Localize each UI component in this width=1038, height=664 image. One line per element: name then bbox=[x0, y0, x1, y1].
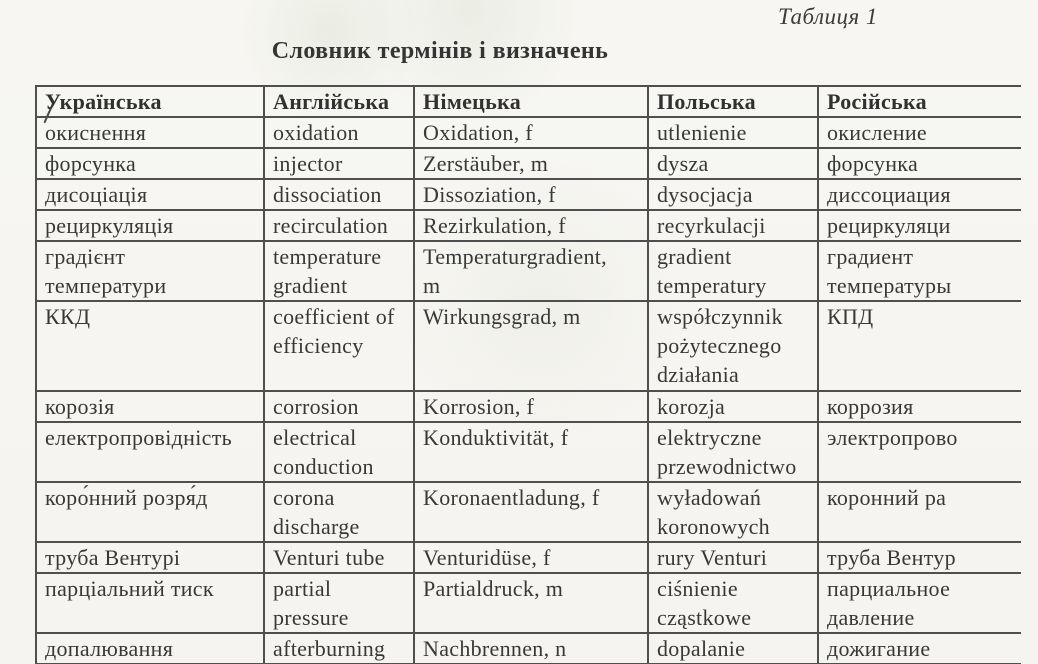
cell-russian: окисление bbox=[818, 117, 1021, 148]
cell-ukrainian: градієнт температури bbox=[36, 241, 264, 301]
cell-ukrainian: рециркуляція bbox=[36, 210, 264, 241]
cell-english: temperature gradient bbox=[264, 241, 414, 301]
cell-german: Rezirkulation, f bbox=[414, 210, 648, 241]
cell-russian: диссоциация bbox=[818, 179, 1021, 210]
cell-russian: парциальное давление bbox=[818, 573, 1021, 633]
cell-german: Koronaentladung, f bbox=[414, 482, 648, 542]
table-row bbox=[36, 542, 1021, 573]
table-row bbox=[36, 573, 1021, 633]
table-row bbox=[36, 482, 1021, 542]
header-row bbox=[36, 86, 1021, 117]
cell-german: Nachbrennen, n bbox=[414, 633, 648, 664]
cell-ukrainian: ККД bbox=[36, 301, 264, 391]
cell-russian: форсунка bbox=[818, 148, 1021, 179]
cell-english: corona discharge bbox=[264, 482, 414, 542]
cell-russian: градиент температуры bbox=[818, 241, 1021, 301]
column-header-ukrainian: Українська bbox=[36, 86, 264, 117]
cell-polish: rury Venturi bbox=[648, 542, 818, 573]
column-header-polish: Польська bbox=[648, 86, 818, 117]
cell-ukrainian: коро́нний розря́д bbox=[36, 482, 264, 542]
cell-english: partial pressure bbox=[264, 573, 414, 633]
cell-russian: дожигание bbox=[818, 633, 1021, 664]
glossary-table bbox=[35, 85, 1021, 664]
column-header-english: Англійська bbox=[264, 86, 414, 117]
cell-polish: wyładowań koronowych bbox=[648, 482, 818, 542]
cell-english: electrical conduction bbox=[264, 422, 414, 482]
cell-ukrainian: окиснення bbox=[36, 117, 264, 148]
column-header-german: Німецька bbox=[414, 86, 648, 117]
cell-russian: электропрово bbox=[818, 422, 1021, 482]
cell-german: Dissoziation, f bbox=[414, 179, 648, 210]
cell-polish: gradient temperatury bbox=[648, 241, 818, 301]
cell-polish: dysza bbox=[648, 148, 818, 179]
cell-russian: рециркуляци bbox=[818, 210, 1021, 241]
cell-russian: коронний ра bbox=[818, 482, 1021, 542]
document-title: Словник термінів і визначень bbox=[271, 38, 609, 64]
table-row bbox=[36, 210, 1021, 241]
cell-polish: elektryczne przewodnictwo bbox=[648, 422, 818, 482]
table-row bbox=[36, 117, 1021, 148]
table-row bbox=[36, 179, 1021, 210]
table-row bbox=[36, 391, 1021, 422]
cell-ukrainian: електропровідність bbox=[36, 422, 264, 482]
cell-english: oxidation bbox=[264, 117, 414, 148]
cell-german: Korrosion, f bbox=[414, 391, 648, 422]
cell-polish: współczynnik pożytecznego działania bbox=[648, 301, 818, 391]
cell-ukrainian: форсунка bbox=[36, 148, 264, 179]
table-number-caption: Таблиця 1 bbox=[778, 4, 878, 29]
table-row bbox=[36, 148, 1021, 179]
cell-english: Venturi tube bbox=[264, 542, 414, 573]
table-row bbox=[36, 241, 1021, 301]
cell-polish: utlenienie bbox=[648, 117, 818, 148]
cell-polish: dysocjacja bbox=[648, 179, 818, 210]
cell-german: Zerstäuber, m bbox=[414, 148, 648, 179]
cell-german: Temperaturgradient, m bbox=[414, 241, 648, 301]
cell-ukrainian: труба Вентурі bbox=[36, 542, 264, 573]
cell-russian: труба Вентур bbox=[818, 542, 1021, 573]
cell-english: coefficient of efficiency bbox=[264, 301, 414, 391]
cell-polish: korozja bbox=[648, 391, 818, 422]
cell-polish: ciśnienie cząstkowe bbox=[648, 573, 818, 633]
cell-russian: КПД bbox=[818, 301, 1021, 391]
cell-german: Konduktivität, f bbox=[414, 422, 648, 482]
cell-polish: recyrkulacji bbox=[648, 210, 818, 241]
cell-ukrainian: парціальний тиск bbox=[36, 573, 264, 633]
cell-polish: dopalanie bbox=[648, 633, 818, 664]
cell-german: Partialdruck, m bbox=[414, 573, 648, 633]
cell-ukrainian: допалювання bbox=[36, 633, 264, 664]
table-row bbox=[36, 633, 1021, 664]
cell-german: Wirkungsgrad, m bbox=[414, 301, 648, 391]
cell-english: afterburning bbox=[264, 633, 414, 664]
column-header-russian: Російська bbox=[818, 86, 1021, 117]
table-row bbox=[36, 422, 1021, 482]
cell-ukrainian: корозія bbox=[36, 391, 264, 422]
cell-ukrainian: дисоціація bbox=[36, 179, 264, 210]
cell-english: injector bbox=[264, 148, 414, 179]
cell-english: corrosion bbox=[264, 391, 414, 422]
table-row bbox=[36, 301, 1021, 391]
cell-german: Oxidation, f bbox=[414, 117, 648, 148]
cell-german: Venturidüse, f bbox=[414, 542, 648, 573]
cell-russian: коррозия bbox=[818, 391, 1021, 422]
cell-english: dissociation bbox=[264, 179, 414, 210]
cell-english: recirculation bbox=[264, 210, 414, 241]
